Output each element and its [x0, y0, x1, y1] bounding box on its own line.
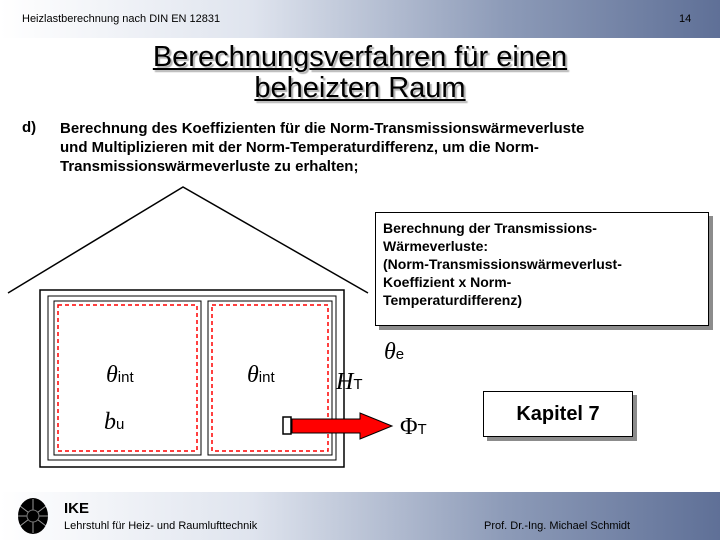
house-roof — [8, 187, 368, 293]
header-title: Heizlastberechnung nach DIN EN 12831 — [22, 13, 221, 25]
symbol-sub: T — [417, 421, 427, 438]
symbol-sub: int — [117, 369, 134, 386]
item-label: d) — [22, 119, 37, 136]
arrow-tail-block — [283, 417, 291, 434]
item-text-line3: Transmissionswärmeverluste zu erhalten; — [60, 158, 359, 175]
footer-org: IKE — [64, 500, 90, 517]
callout-line4: Koeffizient x Norm- — [383, 274, 512, 290]
symbol-theta-int-right — [247, 362, 275, 391]
footer-author: Prof. Dr.-Ing. Michael Schmidt — [484, 520, 631, 532]
symbol-base: θ — [106, 362, 118, 388]
house-outer-wall — [40, 290, 344, 467]
symbol-sub: T — [353, 376, 363, 393]
callout-line5: Temperaturdifferenz) — [383, 292, 522, 308]
symbol-sub: int — [258, 369, 275, 386]
symbol-base: θ — [247, 362, 259, 388]
callout-line3: (Norm-Transmissionswärmeverlust- — [383, 256, 622, 272]
slide-title — [60, 42, 660, 104]
footer-bar — [0, 492, 720, 540]
heat-flow-arrow — [292, 413, 392, 439]
symbol-sub: e — [395, 346, 405, 363]
callout-line2: Wärmeverluste: — [383, 238, 489, 254]
symbol-base: H — [336, 369, 354, 395]
callout-box — [375, 212, 709, 326]
chapter-box: Kapitel 7 — [483, 391, 633, 437]
symbol-b-u — [104, 409, 124, 438]
page-number: 14 — [679, 13, 692, 25]
footer-department: Lehrstuhl für Heiz- und Raumlufttechnik — [64, 520, 258, 532]
item-text-line1: Berechnung des Koeffizienten für die Norm-Transmissionswärmeverluste — [60, 120, 585, 137]
symbol-sub: u — [116, 416, 125, 433]
slide-title-line2: beheizten Raum — [254, 72, 466, 104]
ike-logo-icon — [16, 496, 50, 536]
slide-title-line1: Berechnungsverfahren für einen — [152, 41, 568, 73]
symbol-h-t — [336, 369, 363, 398]
header-bar — [0, 0, 720, 38]
symbol-base: Φ — [400, 414, 418, 440]
item-text — [60, 119, 705, 176]
item-text-line2: und Multiplizieren mit der Norm-Temperaturdifferenz, um die Norm- — [60, 139, 539, 156]
symbol-theta-int-left — [106, 362, 134, 391]
callout-line1: Berechnung der Transmissions- — [383, 220, 597, 236]
symbol-base: θ — [384, 339, 396, 365]
symbol-theta-e — [384, 339, 404, 368]
symbol-base: b — [104, 409, 116, 435]
symbol-phi-t — [400, 414, 427, 443]
house-inner-wall — [48, 296, 336, 460]
